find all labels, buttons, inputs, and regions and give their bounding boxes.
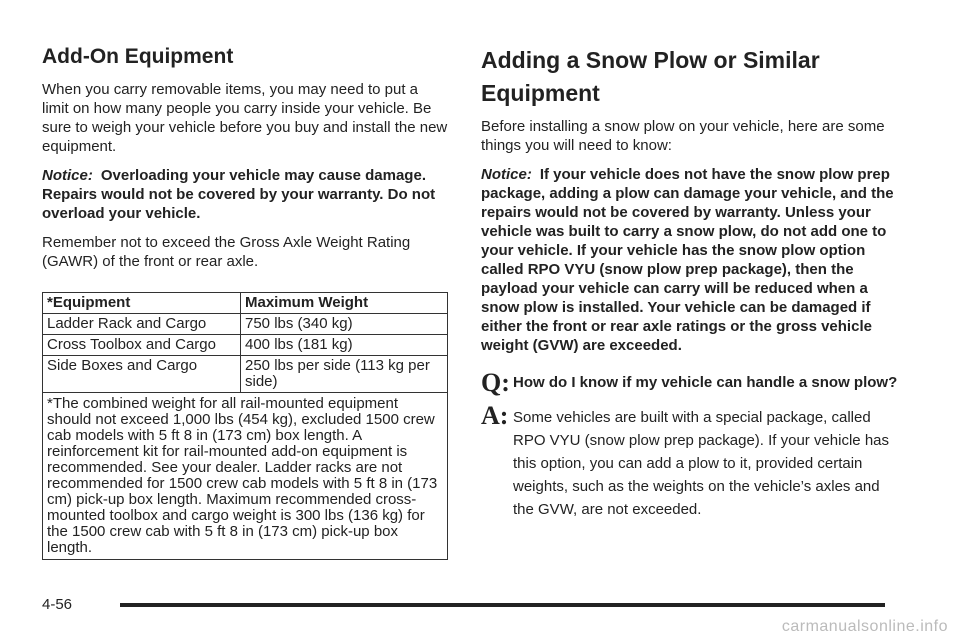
snow-plow-intro-paragraph: Before installing a snow plow on your vehicle, here are some things you will need to know: xyxy=(481,118,885,154)
left-column xyxy=(42,44,448,560)
table-row xyxy=(43,314,448,335)
table-row xyxy=(43,335,448,356)
snow-plow-notice xyxy=(481,165,901,355)
page-number: 4-56 xyxy=(42,596,73,613)
notice-label: Notice: xyxy=(481,166,532,183)
watermark: carmanualsonline.info xyxy=(781,618,948,635)
table-row xyxy=(43,356,448,393)
question-text: How do I know if my vehicle can handle a snow plow? xyxy=(513,374,898,391)
table-cell: Side Boxes and Cargo xyxy=(43,356,241,393)
table-header-row xyxy=(43,293,448,314)
table-footnote: *The combined weight for all rail-mounted equipment should not exceed 1,000 lbs (454 kg), excluded 1500 crew cab models with 5 ft 8 in (173 cm) box length. A reinforcement kit for rail-mounted add-on equipment is recommended. See your dealer. Ladder racks are not recommended for 1500 crew cab models with 5 ft 8 in (173 cm) pick-up box length. Maximum recommended cross-mounted toolbox and cargo weight is 300 lbs (136 kg) for the 1500 crew cab with 5 ft 8 in (173 cm) pick-up box length. xyxy=(43,393,448,560)
add-on-intro-paragraph: When you carry removable items, you may need to put a limit on how many people you carry inside your vehicle. Be sure to weigh your vehicle before you buy and install the new equipment. xyxy=(42,81,448,155)
equipment-weight-table xyxy=(42,292,448,560)
table-cell: 250 lbs per side (113 kg per side) xyxy=(241,356,448,393)
section-title-add-on-equipment: Add-On Equipment xyxy=(42,45,234,68)
notice-text: Overloading your vehicle may cause damage. Repairs would not be covered by your warranty. Do not overload your vehicle. xyxy=(42,167,436,222)
table-cell: Ladder Rack and Cargo xyxy=(43,314,241,335)
gawr-paragraph: Remember not to exceed the Gross Axle Weight Rating (GAWR) of the front or rear axle. xyxy=(42,234,411,270)
right-column xyxy=(481,44,901,521)
answer-mark-label: A: xyxy=(481,401,509,430)
notice-label: Notice: xyxy=(42,167,93,184)
table-cell: Cross Toolbox and Cargo xyxy=(43,335,241,356)
table-footnote-row xyxy=(43,393,448,560)
section-title-snow-plow: Adding a Snow Plow or Similar Equipment xyxy=(481,47,820,106)
column-header-maximum-weight: Maximum Weight xyxy=(241,293,448,314)
table-cell: 400 lbs (181 kg) xyxy=(241,335,448,356)
notice-text: If your vehicle does not have the snow plow prep package, adding a plow can damage your vehicle, and the repairs would not be covered by warranty. Unless your vehicle was built to carry a snow plow, do not add one to your vehicle. If your vehicle has the snow plow option called RPO VYU (snow plow prep package), then the payload your vehicle can carry will be reduced when a snow plow is installed. Your vehicle can be damaged if either the front or rear axle ratings or the gross vehicle weight (GVW) are exceeded. xyxy=(481,166,894,354)
table-cell: 750 lbs (340 kg) xyxy=(241,314,448,335)
overload-notice xyxy=(42,166,448,223)
answer-text: Some vehicles are built with a special package, called RPO VYU (snow plow prep package). If your vehicle has this option, you can add a plow to it, provided certain weights, such as the weights on the vehicle’s axles and the GVW, are not exceeded. xyxy=(513,409,890,518)
question-mark-label: Q: xyxy=(481,368,510,397)
footer-rule xyxy=(120,603,885,607)
column-header-equipment: *Equipment xyxy=(43,293,241,314)
answer-block xyxy=(481,401,901,521)
question-block xyxy=(481,368,901,397)
